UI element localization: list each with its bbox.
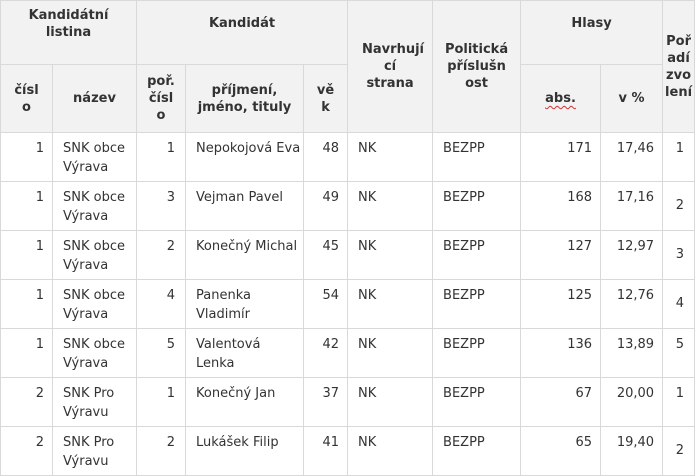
- header-nazev: název: [53, 65, 137, 133]
- cell-poradove-cislo: 5: [137, 329, 186, 378]
- cell-strana: NK: [348, 378, 433, 427]
- cell-jmeno: Lukášek Filip: [186, 427, 304, 476]
- cell-prislusnost: BEZPP: [433, 231, 521, 280]
- cell-cislo: 2: [1, 378, 53, 427]
- cell-vek: 37: [304, 378, 348, 427]
- cell-nazev: SNK obce Výrava: [53, 280, 137, 329]
- cell-hlasy-abs: 171: [521, 133, 601, 182]
- cell-poradove-cislo: 1: [137, 378, 186, 427]
- cell-poradi: 1: [663, 378, 695, 427]
- cell-vek: 42: [304, 329, 348, 378]
- cell-cislo: 1: [1, 231, 53, 280]
- cell-strana: NK: [348, 133, 433, 182]
- cell-prislusnost: BEZPP: [433, 427, 521, 476]
- cell-poradove-cislo: 3: [137, 182, 186, 231]
- header-jmeno: příjmení, jméno, tituly: [186, 65, 304, 133]
- header-politicka-prislusnost: Politická příslušn ost: [433, 1, 521, 133]
- cell-poradi: 4: [663, 280, 695, 329]
- cell-nazev: SNK Pro Výravu: [53, 427, 137, 476]
- cell-prislusnost: BEZPP: [433, 182, 521, 231]
- header-hlasy: Hlasy: [521, 1, 663, 65]
- header-procenta: v %: [601, 65, 663, 133]
- header-vek: vě k: [304, 65, 348, 133]
- cell-vek: 54: [304, 280, 348, 329]
- cell-poradi: 2: [663, 427, 695, 476]
- cell-hlasy-abs: 65: [521, 427, 601, 476]
- cell-hlasy-procenta: 13,89: [601, 329, 663, 378]
- table-row: [1, 133, 695, 182]
- cell-poradove-cislo: 4: [137, 280, 186, 329]
- cell-poradi: 2: [663, 182, 695, 231]
- cell-strana: NK: [348, 329, 433, 378]
- cell-hlasy-abs: 168: [521, 182, 601, 231]
- header-abs-text: abs.: [545, 91, 576, 106]
- cell-jmeno: Konečný Jan: [186, 378, 304, 427]
- cell-poradi: 5: [663, 329, 695, 378]
- cell-nazev: SNK obce Výrava: [53, 133, 137, 182]
- cell-poradove-cislo: 1: [137, 133, 186, 182]
- cell-vek: 49: [304, 182, 348, 231]
- table-row: [1, 280, 695, 329]
- cell-prislusnost: BEZPP: [433, 280, 521, 329]
- cell-hlasy-procenta: 20,00: [601, 378, 663, 427]
- table-row: [1, 378, 695, 427]
- cell-hlasy-abs: 127: [521, 231, 601, 280]
- header-poradi-zvoleni: Poř adí zvo lení: [663, 1, 695, 133]
- cell-cislo: 2: [1, 427, 53, 476]
- cell-jmeno: Vejman Pavel: [186, 182, 304, 231]
- table-row: [1, 427, 695, 476]
- header-abs: [521, 65, 601, 133]
- cell-hlasy-procenta: 19,40: [601, 427, 663, 476]
- cell-hlasy-procenta: 12,97: [601, 231, 663, 280]
- cell-prislusnost: BEZPP: [433, 133, 521, 182]
- header-kandidatni-listina: Kandidátní listina: [1, 1, 137, 65]
- cell-vek: 45: [304, 231, 348, 280]
- cell-jmeno: Nepokojová Eva: [186, 133, 304, 182]
- header-navrhujici-strana: Navrhují cí strana: [348, 1, 433, 133]
- cell-nazev: SNK Pro Výravu: [53, 378, 137, 427]
- header-cislo: čísl o: [1, 65, 53, 133]
- cell-strana: NK: [348, 280, 433, 329]
- table-row: [1, 231, 695, 280]
- cell-poradi: 3: [663, 231, 695, 280]
- table-body: [1, 133, 695, 476]
- cell-hlasy-procenta: 17,16: [601, 182, 663, 231]
- cell-poradove-cislo: 2: [137, 231, 186, 280]
- table-row: [1, 329, 695, 378]
- cell-nazev: SNK obce Výrava: [53, 182, 137, 231]
- cell-cislo: 1: [1, 182, 53, 231]
- cell-prislusnost: BEZPP: [433, 378, 521, 427]
- cell-jmeno: Konečný Michal: [186, 231, 304, 280]
- cell-hlasy-abs: 136: [521, 329, 601, 378]
- cell-strana: NK: [348, 231, 433, 280]
- cell-jmeno: Valentová Lenka: [186, 329, 304, 378]
- cell-nazev: SNK obce Výrava: [53, 231, 137, 280]
- table-row: [1, 182, 695, 231]
- cell-prislusnost: BEZPP: [433, 329, 521, 378]
- cell-hlasy-abs: 67: [521, 378, 601, 427]
- cell-jmeno: Panenka Vladimír: [186, 280, 304, 329]
- header-kandidat: Kandidát: [137, 1, 348, 65]
- cell-vek: 48: [304, 133, 348, 182]
- cell-strana: NK: [348, 182, 433, 231]
- cell-hlasy-procenta: 12,76: [601, 280, 663, 329]
- cell-hlasy-abs: 125: [521, 280, 601, 329]
- cell-cislo: 1: [1, 329, 53, 378]
- cell-cislo: 1: [1, 133, 53, 182]
- cell-cislo: 1: [1, 280, 53, 329]
- header-poradove-cislo: poř. čísl o: [137, 65, 186, 133]
- cell-nazev: SNK obce Výrava: [53, 329, 137, 378]
- cell-poradi: 1: [663, 133, 695, 182]
- cell-strana: NK: [348, 427, 433, 476]
- cell-hlasy-procenta: 17,46: [601, 133, 663, 182]
- cell-vek: 41: [304, 427, 348, 476]
- cell-poradove-cislo: 2: [137, 427, 186, 476]
